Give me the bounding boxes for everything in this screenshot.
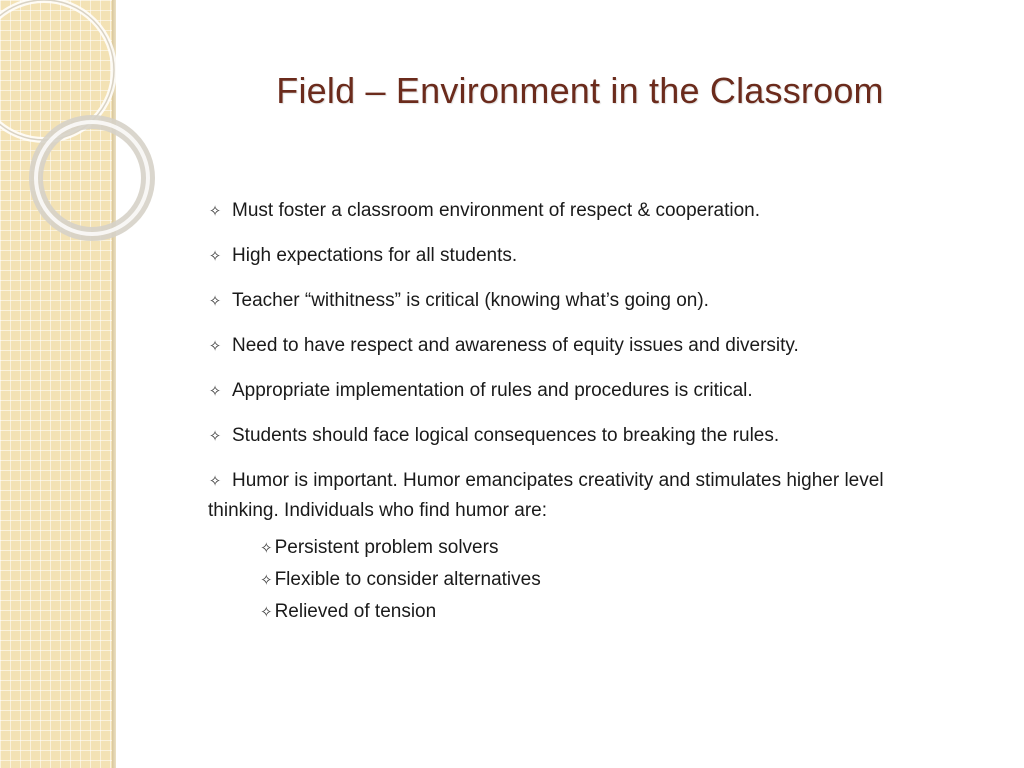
sub-bullet-text: Flexible to consider alternatives	[274, 569, 541, 590]
bullet-text: High expectations for all students.	[232, 245, 518, 266]
bullet-item	[208, 466, 948, 525]
sub-bullet-item	[260, 596, 948, 628]
sub-bullet-text: Relieved of tension	[274, 601, 437, 622]
sub-bullet-list	[260, 532, 948, 628]
bullet-text: Need to have respect and awareness of equity issues and diversity.	[232, 335, 799, 356]
bullet-item	[208, 286, 948, 316]
slide-body	[208, 196, 948, 628]
bullet-item	[208, 376, 948, 406]
star-bullet-icon: ✧	[208, 383, 222, 400]
sub-bullet-item	[260, 564, 948, 596]
bullet-item	[208, 196, 948, 226]
bullet-item	[208, 241, 948, 271]
bullet-text: Teacher “withitness” is critical (knowing what’s going on).	[232, 290, 709, 311]
star-bullet-icon: ✧	[208, 248, 222, 265]
bullet-text: Must foster a classroom environment of respect & cooperation.	[232, 200, 761, 221]
bullet-text: Students should face logical consequences to breaking the rules.	[232, 425, 780, 446]
bullet-text: Humor is important. Humor emancipates creativity and stimulates higher level thinking. Individuals who find humor are:	[208, 470, 884, 521]
star-bullet-icon: ✧	[208, 203, 222, 220]
rings-ornament-icon	[0, 0, 160, 260]
star-bullet-icon: ✧	[208, 428, 222, 445]
sub-bullet-text: Persistent problem solvers	[274, 537, 499, 558]
star-bullet-icon: ✧	[260, 572, 273, 589]
star-bullet-icon: ✧	[208, 473, 222, 490]
star-bullet-icon: ✧	[260, 540, 273, 557]
bullet-text: Appropriate implementation of rules and procedures is critical.	[232, 380, 753, 401]
slide-title: Field – Environment in the Classroom	[276, 70, 884, 111]
star-bullet-icon: ✧	[208, 293, 222, 310]
bullet-item	[208, 331, 948, 361]
star-bullet-icon: ✧	[208, 338, 222, 355]
star-bullet-icon: ✧	[260, 604, 273, 621]
sub-bullet-item	[260, 532, 948, 564]
bullet-item	[208, 421, 948, 451]
